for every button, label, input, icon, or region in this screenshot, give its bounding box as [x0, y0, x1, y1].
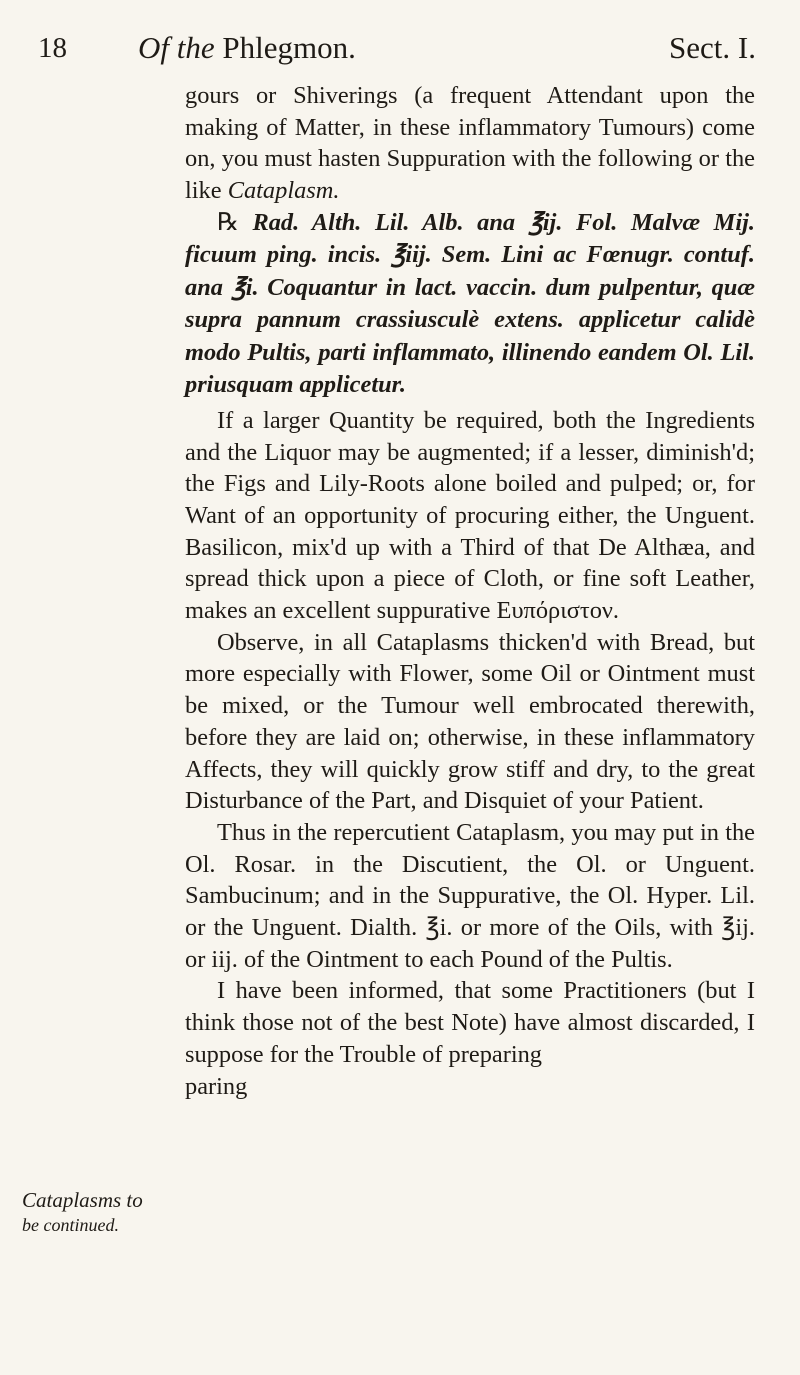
paragraph-1: gours or Shiverings (a frequent Attendant upon the making of Matter, in these inflammatory Tumours) come on, you must hasten Suppuration with the following or the like Cataplasm.	[185, 82, 755, 205]
prescription	[185, 207, 755, 402]
margin-note	[22, 1187, 147, 1236]
paragraph-5: I have been informed, that some Practitioners (but I think those not of the best Note) have almost discarded, I suppose for the Trouble of preparing	[185, 977, 755, 1068]
paragraph-4: Thus in the repercutient Cataplasm, you may put in the Ol. Rosar. in the Discutient, the Ol. or Unguent. Sambucinum; and in the Suppurative, the Ol. Hyper. Lil. or the Unguent. Dialth. ℥i. or more of the Oils, with ℥ij. or iij. of the Ointment to each Pound of the Pultis.	[185, 818, 755, 973]
prescription-text: Rad. Alth. Lil. Alb. ana ℥ij. Fol. Malvæ Mij. ficuum ping. incis. ℥iij. Sem. Lini ac Fœnugr. contuf. ana ℥i. Coquantur in lact. vaccin. dum pulpentur, quæ supra pannum crassiusculè extens. applicetur calidè modo Pultis, parti inflammato, illinendo eandem Ol. Lil. priusquam applicetur.	[185, 208, 755, 399]
paragraph-2: If a larger Quantity be required, both the Ingredients and the Liquor may be augmented; if a lesser, diminish'd; the Figs and Lily-Roots alone boiled and pulped; or, for Want of an opportunity of procuring either, the Unguent. Basilicon, mix'd up with a Third of that De Althæa, and spread thick upon a piece of Cloth, or fine soft Leather, makes an excellent suppurative Ευπόριστον.	[185, 406, 755, 625]
section-label: Sect. I.	[669, 30, 756, 65]
running-header	[38, 24, 756, 74]
running-title	[138, 30, 356, 66]
page-number: 18	[38, 32, 67, 64]
catchword: paring	[185, 1072, 248, 1100]
title-main: Phlegmon.	[222, 30, 356, 65]
cataplasm-term: Cataplasm.	[227, 177, 340, 205]
margin-note-line-1: Cataplasms to	[22, 1188, 143, 1212]
title-of: Of the	[138, 30, 215, 65]
text-body	[185, 80, 755, 1102]
margin-note-line-2: be continued.	[22, 1215, 119, 1235]
paragraph-3: Observe, in all Cataplasms thicken'd with Bread, but more especially with Flower, some Oil or Ointment must be mixed, or the Tumour well embrocated therewith, before they are laid on; otherwise, in these inflammatory Affects, they will quickly grow stiff and dry, to the great Disturbance of the Part, and Disquiet of your Patient.	[185, 628, 755, 815]
recipe-symbol: ℞	[217, 208, 239, 236]
